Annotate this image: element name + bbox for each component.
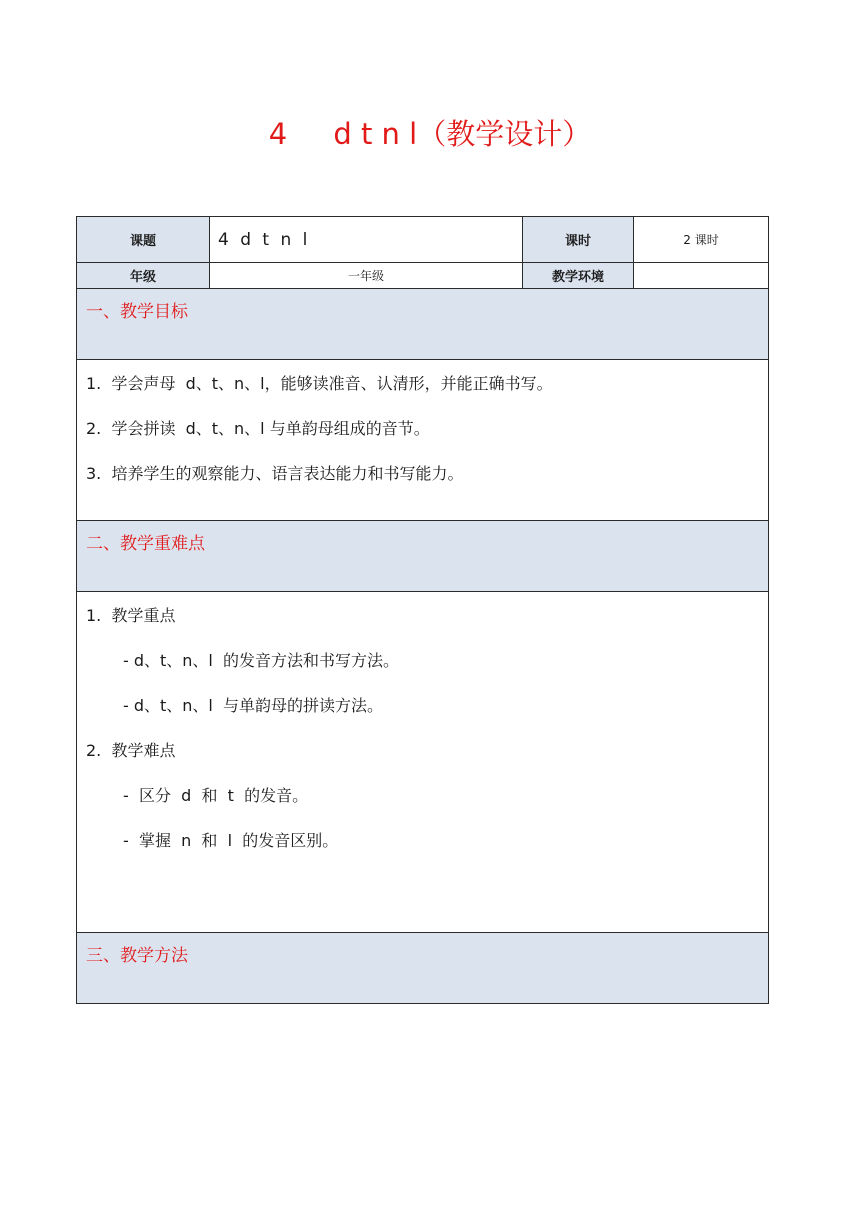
lesson-plan-table bbox=[76, 216, 769, 1004]
section-heading-objectives: 一、教学目标 bbox=[86, 302, 188, 322]
section-body-key-points bbox=[77, 592, 769, 933]
section-body-row bbox=[77, 360, 769, 521]
key-point-item: - d、t、n、l 的发音方法和书写方法。 bbox=[123, 651, 400, 670]
topic-label: 课题 bbox=[77, 217, 210, 263]
header-row-topic bbox=[77, 217, 769, 263]
header-row-grade bbox=[77, 263, 769, 289]
section-heading-cell bbox=[77, 933, 769, 1004]
key-point-heading: 1. 教学重点 bbox=[86, 606, 176, 625]
section-heading-row bbox=[77, 521, 769, 592]
objective-item: 2. 学会拼读 d、t、n、l 与单韵母组成的音节。 bbox=[86, 419, 430, 438]
grade-value: 一年级 bbox=[210, 263, 523, 289]
grade-label: 年级 bbox=[77, 263, 210, 289]
period-label: 课时 bbox=[523, 217, 634, 263]
objective-item: 3. 培养学生的观察能力、语言表达能力和书写能力。 bbox=[86, 464, 464, 483]
document-title: 4 d t n l（教学设计） bbox=[268, 117, 592, 151]
objective-item: 1. 学会声母 d、t、n、l，能够读准音、认清形，并能正确书写。 bbox=[86, 374, 553, 393]
section-heading-key-points: 二、教学重难点 bbox=[86, 534, 205, 554]
section-body-row bbox=[77, 592, 769, 933]
key-point-item: - d、t、n、l 与单韵母的拼读方法。 bbox=[123, 696, 384, 715]
difficulty-item: - 区分 d 和 t 的发音。 bbox=[123, 786, 309, 805]
environment-label: 教学环境 bbox=[523, 263, 634, 289]
section-heading-cell bbox=[77, 521, 769, 592]
environment-value bbox=[634, 263, 769, 289]
section-heading-cell bbox=[77, 289, 769, 360]
difficulty-item: - 掌握 n 和 l 的发音区别。 bbox=[123, 831, 339, 850]
section-heading-methods: 三、教学方法 bbox=[86, 946, 188, 966]
section-heading-row bbox=[77, 933, 769, 1004]
difficulty-heading: 2. 教学难点 bbox=[86, 741, 176, 760]
period-value: 2 课时 bbox=[634, 217, 769, 263]
section-heading-row bbox=[77, 289, 769, 360]
section-body-objectives bbox=[77, 360, 769, 521]
topic-value: 4 d t n l bbox=[210, 217, 523, 263]
